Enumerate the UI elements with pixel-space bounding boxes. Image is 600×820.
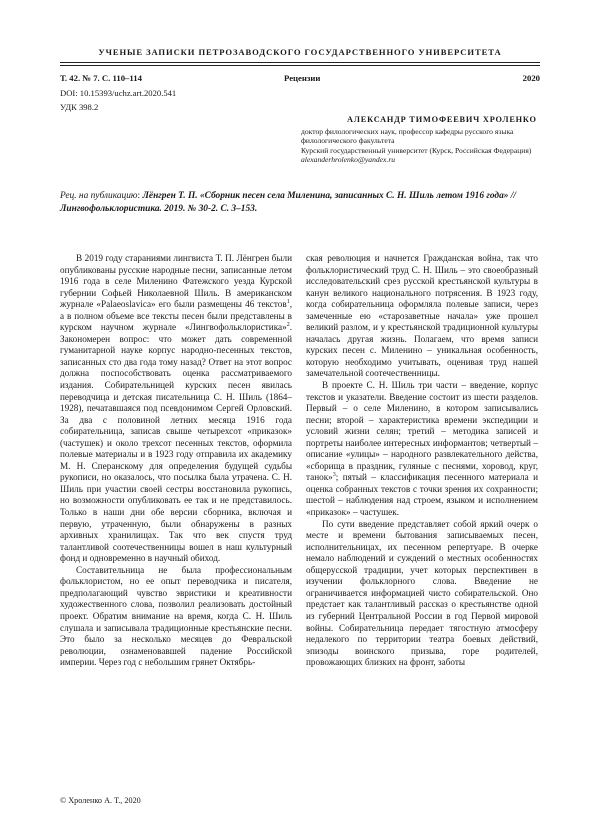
review-separator: : <box>137 191 143 201</box>
header-rule-top <box>60 62 540 63</box>
udc-code: УДК 398.2 <box>60 102 99 112</box>
review-title: Лёнгрен Т. П. «Сборник песен села Миленина, записанных С. Н. Шиль летом 1916 года» // Лингвофольклористика. 2019. № 30-2. С. 3–153. <box>60 191 516 214</box>
paragraph: ская революция и начнется Гражданская война, так что фольклористический труд С. Н. Шиль – это своеобразный исследовательский срез русской крестьянской культуры в канун великого национального потрясения. В 1923 году, когда собирательница оформляла полевые записи, через замеченные ею «старозаветные начала» уже прошел великий разлом, и у крестьянской традиционной культуры началась другая жизнь. Полагаем, что время записи курских песен с. Миленино – уникальная особенность, которую необходимо учитывать, оценивая труд нашей замечательной соотечественницы. <box>306 253 538 379</box>
header-rule-bottom <box>60 65 540 66</box>
footnote-ref[interactable]: 1 <box>286 299 290 306</box>
paragraph <box>60 253 292 565</box>
left-column <box>60 253 292 669</box>
journal-title: УЧЕНЫЕ ЗАПИСКИ ПЕТРОЗАВОДСКОГО ГОСУДАРСТВЕННОГО УНИВЕРСИТЕТА <box>98 47 502 57</box>
review-label: Рец. на публикацию <box>60 191 138 201</box>
paragraph: Составительница не была профессиональным фольклористом, но ее опыт переводчика и писателя, предполагающий чувство эвристики и креативности художественного слова, позволил реализовать достойный проект. Обратим внимание на время, когда С. Н. Шиль слушала и записывала традиционные крестьянские песни. Это было за несколько месяцев до Февральской революции, ознаменовавшей падение Российской империи. Через год с небольшим грянет Октябрь- <box>60 564 292 668</box>
paragraph: По сути введение представляет собой яркий очерк о месте и времени бытования записываемых песен, исполнительницах, их песенном репертуаре. В очерке немало наблюдений и суждений о местных особенностях общерусской традиции, учет которых перспективен в изучении фольклорного слова. Введение не ограничивается информацией чисто собирательской. Оно предстает как талантливый рассказ о крестьянстве одной из губерний Центральной России в год Первой мировой войны. Собирательница передает тягостную атмосферу недалекого по территории театра боевых действий, эпизоды воинского призыва, горе родителей, провожающих близких на фронт, заботы <box>306 518 538 668</box>
paragraph <box>306 380 538 519</box>
paragraph-text: , а в полном объеме все тексты песен были представлены в курском научном журнале «Лингвофольклористика» <box>60 299 292 333</box>
doi[interactable]: DOI: 10.15393/uchz.art.2020.541 <box>60 88 177 98</box>
author-email[interactable]: alexanderhrolenko@yandex.ru <box>301 155 396 165</box>
author-affiliation: Курский государственный университет (Курск, Российская Федерация) <box>301 145 532 155</box>
issue-meta-row <box>60 73 540 84</box>
publication-year: 2020 <box>522 73 540 83</box>
section-name: Рецензии <box>284 73 321 83</box>
author-position: доктор филологических наук, профессор кафедры русского языка филологического факультета <box>301 126 514 146</box>
author-name: АЛЕКСАНДР ТИМОФЕЕВИЧ ХРОЛЕНКО <box>347 115 537 124</box>
author-block <box>301 115 540 165</box>
paragraph-text: . Закономерен вопрос: что может дать современной гуманитарной науке корпус народно-песенных текстов, записанных сто два года тому назад? Ответ на этот вопрос должна поспособствовать оценка рассматриваемого издания. Собирательницей курских песен явилась переводчица и детская писательница С. Н. Шиль (1864–1928), печатавшаяся под псевдонимом Сергей Орловский. За два с половиной летних месяца 1916 года собирательница, записав свыше четырехсот «приказок» (частушек) и около трехсот песенных текстов, оформила полевые материалы и в 1923 году отправила их академику М. Н. Сперанскому для определения будущей судьбы рукописи, но оказалось, что посылка была утрачена. С. Н. Шиль при участии своей сестры восстановила рукопись, но возможности опубликовать ее так и не представилось. Только в наши дни обе версии сборника, включая и первую, утраченную, были обнаружены в разных архивных хранилищах. Так что век спустя труд талантливой соотечественницы вошел в наш культурный фонд и одновременно в научный обиход. <box>60 322 292 564</box>
paragraph-text: ; пятый – классификация песенного материала и оценка собранных текстов с точки зрения их сохранности; шестой – наблюдения над строем, языком и исполнением «приказок» – частушек. <box>306 472 538 518</box>
footnote-ref[interactable]: 2 <box>286 322 290 329</box>
footnote-ref[interactable]: 3 <box>332 472 336 479</box>
volume-pages: Т. 42. № 7. С. 110–114 <box>60 73 142 83</box>
right-column <box>306 253 538 669</box>
paragraph-text: В 2019 году стараниями лингвиста Т. П. Лёнгрен были опубликованы русские народные песни, записанные летом 1916 года в селе Миленино Фатежского уезда Курской губернии Софьей Николаевной Шиль. В американском журнале «Palaeoslavica» его были размещены 46 текстов <box>60 253 292 310</box>
paragraph-text: В проекте С. Н. Шиль три части – введение, корпус текстов и указатели. Введение состоит из шести разделов. Первый – о селе Миленино, в котором записывались песни; второй – характеристика времени экспедиции и условий жизни селян; третий – методика записей и портреты наиболее интересных информантов; четвертый – описание «улицы» – народного развлекательного действа, «сборища в праздник, гуляные с песнями, хоровод, круг, танок» <box>306 380 538 483</box>
reviewed-publication <box>60 190 540 215</box>
copyright: © Хроленко А. Т., 2020 <box>60 796 141 805</box>
